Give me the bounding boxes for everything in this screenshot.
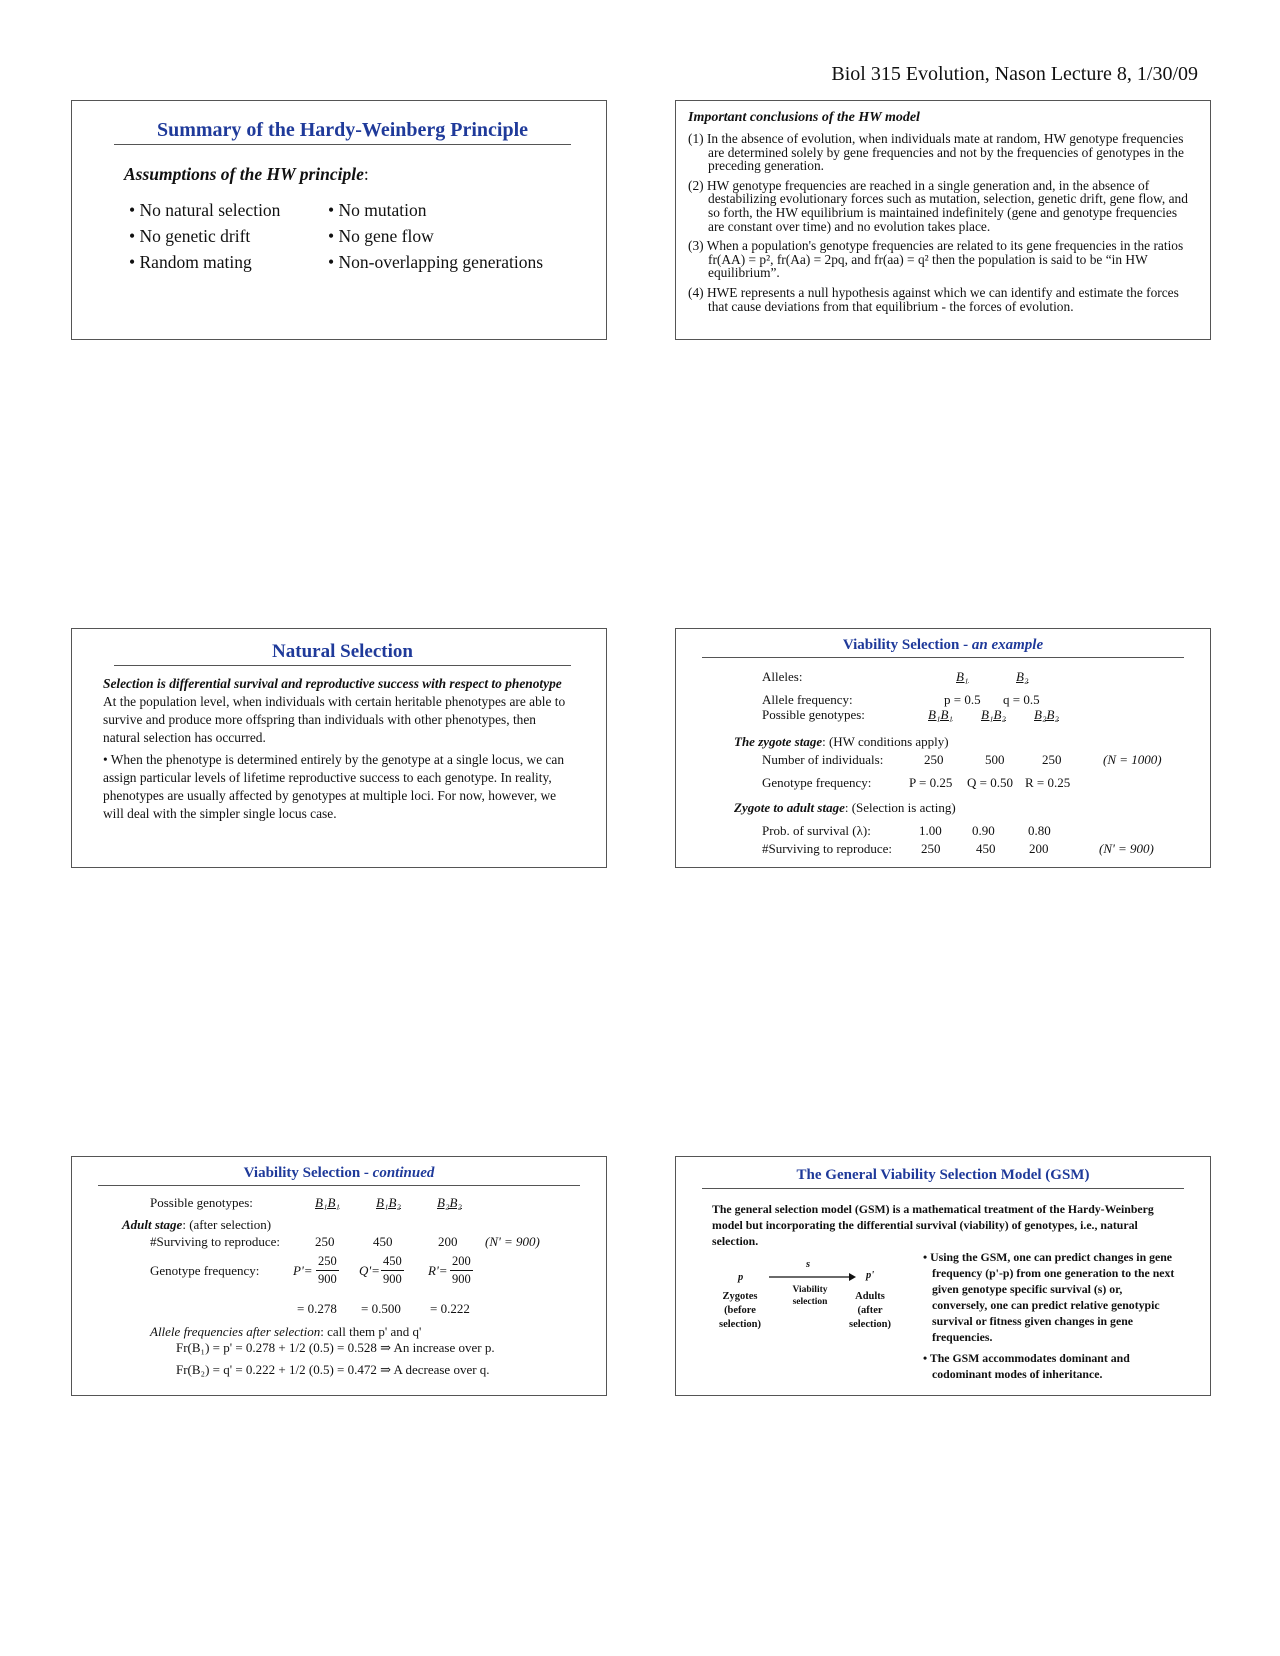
paragraph: • When the phenotype is determined entirely by the genotype at a single locus, we can assign particular levels of lifetime reproductive success to each genotype. In reality, phenotypes are usually affected by genotypes at multiple loci. For now, however, we will deal with the simpler single locus case.	[103, 752, 565, 821]
value: 0.90	[972, 823, 995, 838]
genotype: B₂B₂	[437, 1195, 462, 1210]
fraction: $\frac{200}{900}$	[452, 1254, 471, 1286]
list-item: • Using the GSM, one can predict changes in gene frequency (p'-p) from one generation to the next given genotype specific survival (s) or, conversely, one can predict relative genotypic survival or fitness given changes in gene frequencies.	[923, 1250, 1175, 1344]
slide-title: Viability Selection - an example	[702, 637, 1184, 658]
bullet-list	[923, 1249, 1180, 1387]
genotype: B₁B₁	[928, 707, 953, 722]
viability-label: Viability selection	[792, 1285, 828, 1307]
allele-freq-after: Allele frequencies after selection: call them p' and q'	[150, 1324, 422, 1339]
genotypes-label: Possible genotypes:	[150, 1195, 253, 1210]
value: 500	[985, 752, 1005, 767]
list-item: • No mutation	[328, 200, 427, 220]
genotype: B₁B₂	[981, 707, 1006, 722]
q-value: q = 0.5	[1003, 692, 1040, 707]
value: 200	[438, 1234, 458, 1249]
paragraph: At the population level, when individuals with certain heritable phenotypes are able to survive and produce more offspring than individuals with other phenotypes, then natural selection has occurred.	[103, 694, 566, 745]
result: = 0.500	[361, 1301, 401, 1316]
p-prime-label: p'	[866, 1270, 875, 1281]
value: 450	[976, 841, 996, 856]
zygotes-label: Zygotes (before selection)	[719, 1291, 761, 1330]
genotypes-label: Possible genotypes:	[762, 707, 865, 722]
fr-b2: Fr(B₂) = q' = 0.222 + 1/2 (0.5) = 0.472 ⇒ A decrease over q.	[176, 1362, 490, 1377]
genotype: B₁B₂	[376, 1195, 401, 1210]
n-total: (N = 1000)	[1103, 752, 1162, 767]
allele-b2: B₂	[1016, 669, 1029, 684]
value: 250	[1042, 752, 1062, 767]
list-item: • Non-overlapping generations	[328, 252, 544, 272]
slide-viability-example	[675, 628, 1211, 868]
value: 250	[315, 1234, 335, 1249]
frac-label: R'=	[428, 1263, 448, 1278]
value: 0.80	[1028, 823, 1051, 838]
slide-title: Natural Selection	[114, 641, 571, 666]
list-item: • No natural selection	[129, 200, 281, 220]
genotype: B₁B₁	[315, 1195, 340, 1210]
fraction: $\frac{250}{900}$	[318, 1254, 337, 1286]
definition: Selection is differential survival and reproductive success with respect to phenotype	[103, 676, 562, 691]
slide-heading: Important conclusions of the HW model	[688, 110, 920, 125]
arrow-icon	[769, 1271, 856, 1283]
list-item: • No gene flow	[328, 226, 434, 246]
list-item: (1) In the absence of evolution, when individuals mate at random, HW genotype frequencies are determined solely by gene frequencies and not by the frequencies of genotypes in the preceding generation.	[688, 131, 1184, 174]
survival-label: Prob. of survival (λ):	[762, 823, 871, 838]
list-item: • Random mating	[129, 252, 252, 272]
slide-title: Summary of the Hardy-Weinberg Principle	[114, 119, 571, 145]
slide-hw-summary	[71, 100, 607, 340]
allele-freq-label: Allele frequency:	[762, 692, 853, 707]
genotype: B₂B₂	[1034, 707, 1059, 722]
result: = 0.278	[297, 1301, 337, 1316]
list-item: (3) When a population's genotype frequencies are related to its gene frequencies in the ratios fr(AA) = p², fr(Aa) = 2pq, and fr(aa) = q² then the population is said to be “in HW equilibrium”.	[688, 238, 1184, 281]
s-label: s	[806, 1259, 811, 1270]
fr-b1: Fr(B₁) = p' = 0.278 + 1/2 (0.5) = 0.528 ⇒ An increase over p.	[176, 1340, 495, 1355]
p-value: p = 0.5	[944, 692, 981, 707]
slide-title: Viability Selection - continued	[98, 1165, 580, 1186]
slide-body	[103, 675, 576, 823]
value: 1.00	[919, 823, 942, 838]
result: = 0.222	[430, 1301, 470, 1316]
adult-stage: Zygote to adult stage: (Selection is acting)	[734, 800, 956, 815]
page-header: Biol 315 Evolution, Nason Lecture 8, 1/30/09	[831, 63, 1198, 85]
zygote-stage: The zygote stage: (HW conditions apply)	[734, 734, 949, 749]
assumptions-label: Assumptions of the HW principle	[124, 164, 364, 184]
conclusions-list	[688, 132, 1196, 319]
list-item: • The GSM accommodates dominant and codominant modes of inheritance.	[923, 1351, 1130, 1381]
list-item: (2) HW genotype frequencies are reached in a single generation and, in the absence of destabilizing evolutionary forces such as mutation, selection, genetic drift, gene flow, and so forth, the HW equilibrium is maintained indefinitely (gene and genotype frequencies are constant over time) and no evolution takes place.	[688, 177, 1188, 234]
alleles-label: Alleles:	[762, 669, 803, 684]
slide-natural-selection	[71, 628, 607, 868]
assumptions-heading: Assumptions of the HW principle:	[124, 164, 369, 184]
list-item: • No genetic drift	[129, 226, 251, 246]
adult-stage: Adult stage: (after selection)	[122, 1217, 272, 1232]
n-prime: (N' = 900)	[485, 1234, 540, 1249]
intro-text: The general selection model (GSM) is a mathematical treatment of the Hardy-Weinberg model but incorporating the differential survival (viability) of genotypes, i.e., natural selection.	[712, 1202, 1154, 1248]
slide-hw-conclusions	[675, 100, 1211, 340]
list-item: (4) HWE represents a null hypothesis against which we can identify and estimate the forces that cause deviations from that equilibrium - the forces of evolution.	[688, 284, 1179, 314]
assumptions-col-1	[129, 197, 280, 275]
slide-gsm	[675, 1156, 1211, 1396]
surviving-label: #Surviving to reproduce:	[150, 1234, 280, 1249]
p-label: p	[738, 1272, 744, 1283]
freq-p: P = 0.25	[909, 775, 953, 790]
num-individuals-label: Number of individuals:	[762, 752, 884, 767]
assumptions-col-2	[328, 197, 543, 275]
slide-title: The General Viability Selection Model (GSM)	[702, 1167, 1184, 1189]
value: 200	[1029, 841, 1049, 856]
freq-r: R = 0.25	[1025, 775, 1071, 790]
frac-label: P'=	[293, 1263, 313, 1278]
allele-b1: B₁	[956, 669, 969, 684]
genotype-freq-label: Genotype frequency:	[150, 1263, 260, 1278]
slide-viability-continued	[71, 1156, 607, 1396]
freq-q: Q = 0.50	[967, 775, 1013, 790]
frac-label: Q'=	[359, 1263, 380, 1278]
adults-label: Adults (after selection)	[849, 1291, 891, 1330]
value: 450	[373, 1234, 393, 1249]
fraction: $\frac{450}{900}$	[383, 1254, 402, 1286]
genotype-freq-label: Genotype frequency:	[762, 775, 872, 790]
n-prime: (N' = 900)	[1099, 841, 1154, 856]
surviving-label: #Surviving to reproduce:	[762, 841, 892, 856]
value: 250	[921, 841, 941, 856]
value: 250	[924, 752, 944, 767]
